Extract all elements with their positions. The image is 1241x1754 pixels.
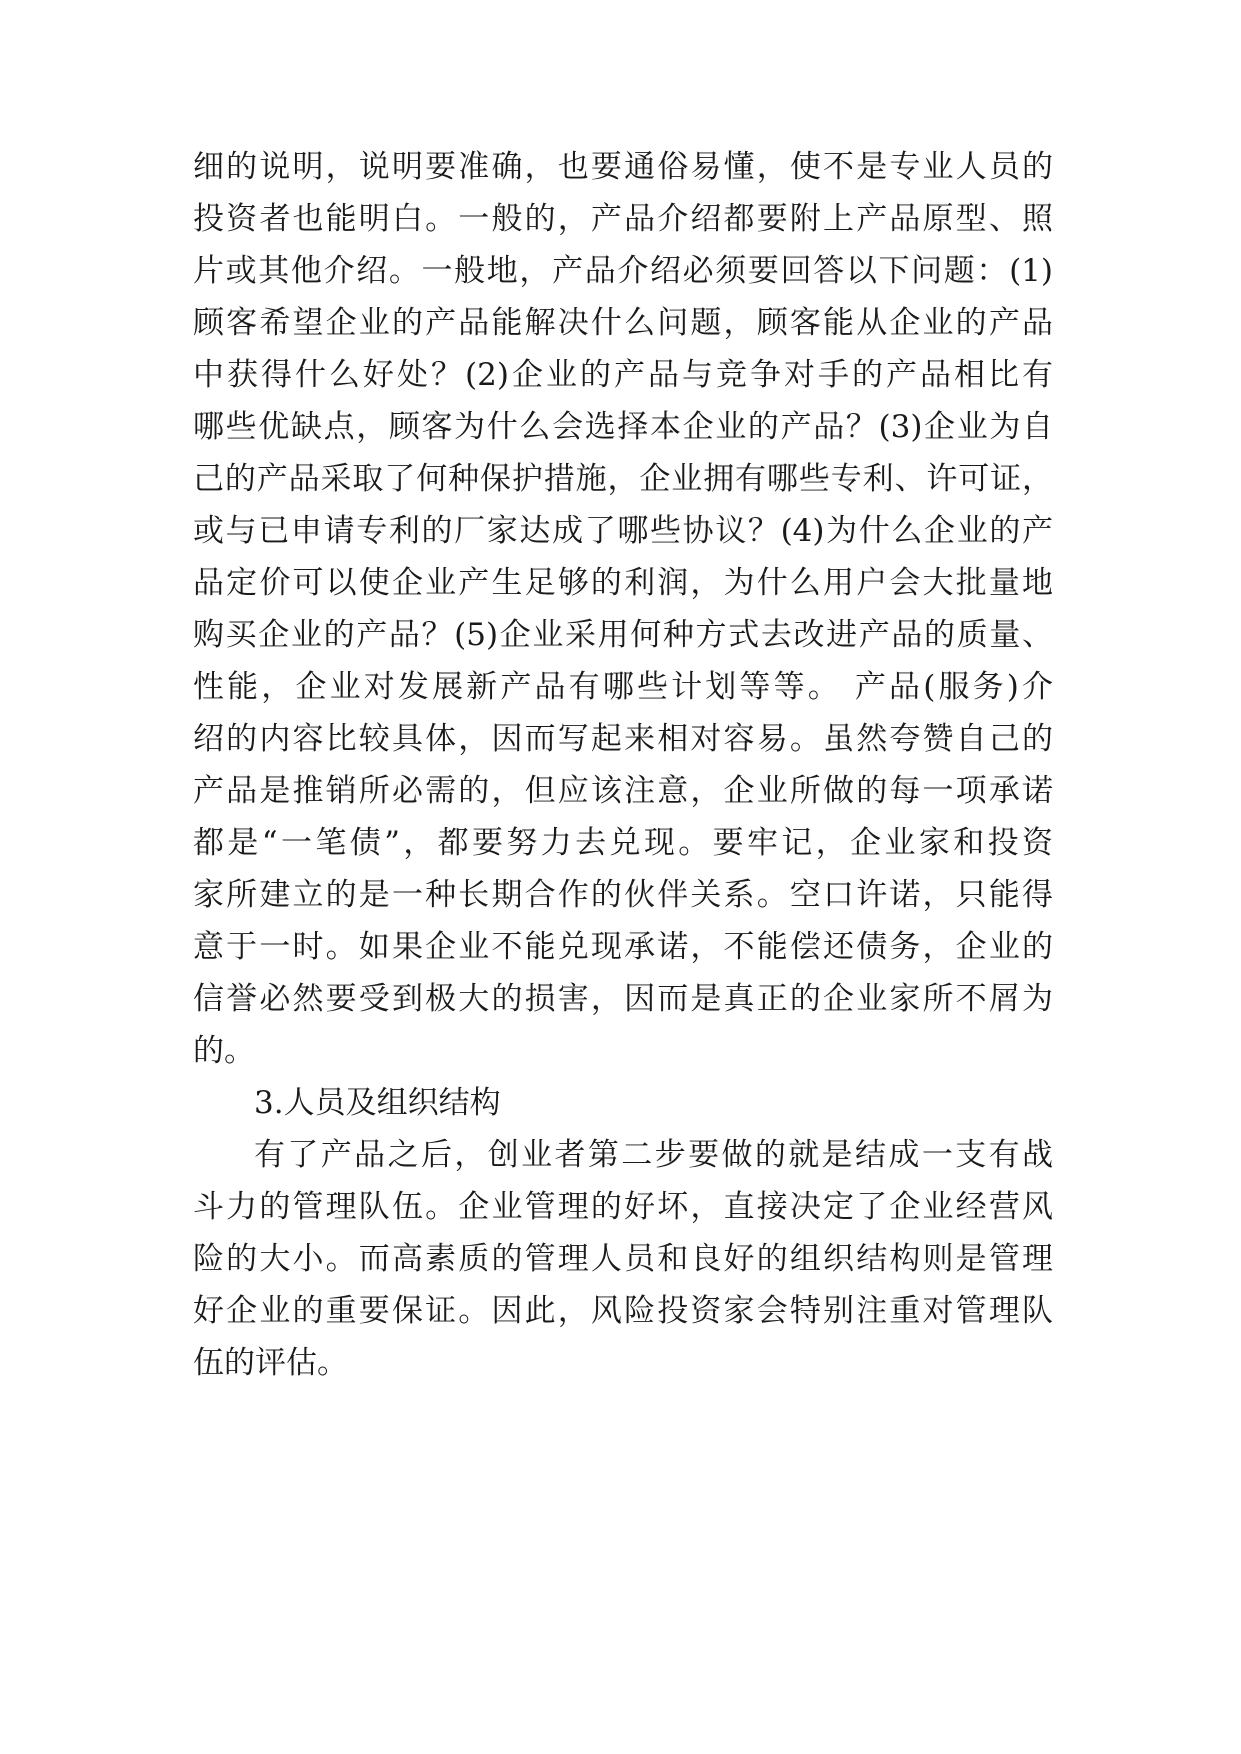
text-line: 性能，企业对发展新产品有哪些计划等等。 产品(服务)介: [193, 669, 1053, 705]
text-line: 好企业的重要保证。因此，风险投资家会特别注重对管理队: [193, 1293, 1053, 1329]
text-line: 己的产品采取了何种保护措施，企业拥有哪些专利、许可证，: [193, 461, 1053, 497]
text-line: 斗力的管理队伍。企业管理的好坏，直接决定了企业经营风: [193, 1189, 1053, 1225]
text-line: 细的说明，说明要准确，也要通俗易懂，使不是专业人员的: [193, 149, 1053, 185]
text-line: 都是“一笔债”，都要努力去兑现。要牢记，企业家和投资: [193, 825, 1053, 861]
text-line: 哪些优缺点，顾客为什么会选择本企业的产品？(3)企业为自: [193, 409, 1053, 445]
text-line: 的。: [193, 1033, 255, 1069]
text-line: 购买企业的产品？(5)企业采用何种方式去改进产品的质量、: [193, 617, 1053, 653]
text-line: 家所建立的是一种长期合作的伙伴关系。空口许诺，只能得: [193, 877, 1053, 913]
text-line: 意于一时。如果企业不能兑现承诺，不能偿还债务，企业的: [193, 929, 1053, 965]
text-line: 品定价可以使企业产生足够的利润，为什么用户会大批量地: [193, 565, 1053, 601]
text-line: 有了产品之后，创业者第二步要做的就是结成一支有战: [254, 1137, 1053, 1173]
text-line: 信誉必然要受到极大的损害，因而是真正的企业家所不屑为: [193, 981, 1053, 1017]
text-line: 顾客希望企业的产品能解决什么问题，顾客能从企业的产品: [193, 305, 1053, 341]
section-heading: 3.人员及组织结构: [254, 1085, 501, 1121]
text-line: 中获得什么好处？(2)企业的产品与竞争对手的产品相比有: [193, 357, 1053, 393]
text-line: 险的大小。而高素质的管理人员和良好的组织结构则是管理: [193, 1241, 1053, 1277]
text-line: 绍的内容比较具体，因而写起来相对容易。虽然夸赞自己的: [193, 721, 1053, 757]
text-line: 伍的评估。: [193, 1345, 348, 1381]
text-line: 片或其他介绍。一般地，产品介绍必须要回答以下问题：(1): [193, 253, 1053, 289]
text-line: 投资者也能明白。一般的，产品介绍都要附上产品原型、照: [193, 201, 1053, 237]
text-line: 或与已申请专利的厂家达成了哪些协议？(4)为什么企业的产: [193, 513, 1053, 549]
text-line: 产品是推销所必需的，但应该注意，企业所做的每一项承诺: [193, 773, 1053, 809]
